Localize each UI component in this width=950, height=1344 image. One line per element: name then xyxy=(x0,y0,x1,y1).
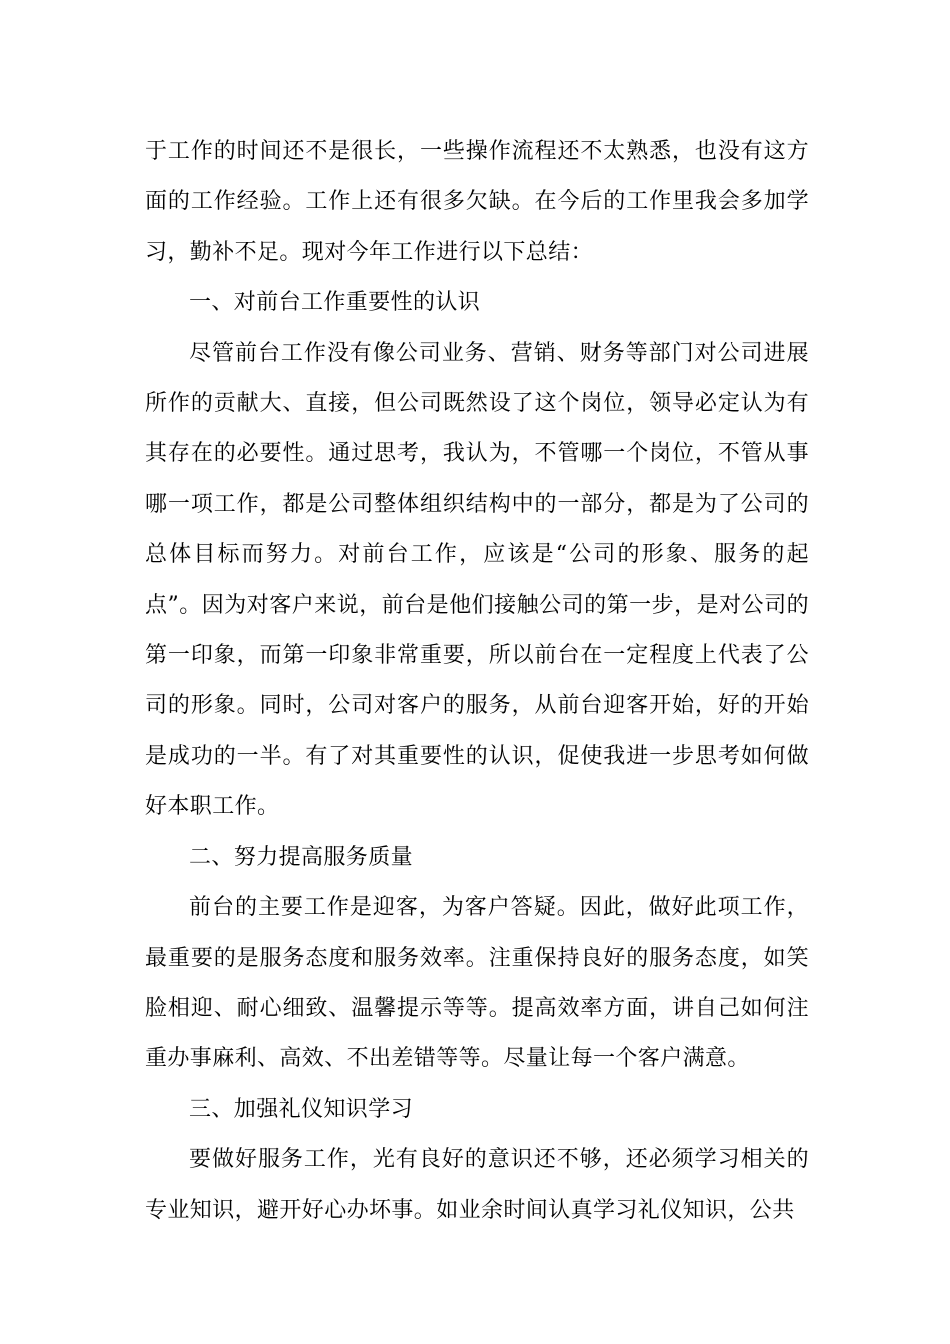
paragraph-section-3: 要做好服务工作，光有良好的意识还不够，还必须学习相关的专业知识，避开好心办坏事。如业余时间认真学习礼仪知识，公共 xyxy=(145,1147,809,1223)
paragraph-section-1: 尽管前台工作没有像公司业务、营销、财务等部门对公司进展所作的贡献大、直接，但公司既然设了这个岗位，领导必定认为有其存在的必要性。通过思考，我认为，不管哪一个岗位，不管从事哪一项工作，都是公司整体组织结构中的一部分，都是为了公司的总体目标而努力。对前台工作，应该是“公司的形象、服务的起点”。因为对客户来说，前台是他们接触公司的第一步，是对公司的第一印象，而第一印象非常重要，所以前台在一定程度上代表了公司的形象。同时，公司对客户的服务，从前台迎客开始，好的开始是成功的一半。有了对其重要性的认识，促使我进一步思考如何做好本职工作。 xyxy=(145,340,809,820)
paragraph-section-2: 前台的主要工作是迎客，为客户答疑。因此，做好此项工作，最重要的是服务态度和服务效率。注重保持良好的服务态度，如笑脸相迎、耐心细致、温馨提示等等。提高效率方面，讲自己如何注重办事麻利、高效、不出差错等等。尽量让每一个客户满意。 xyxy=(145,895,809,1072)
section-heading-1: 一、对前台工作重要性的认识 xyxy=(189,290,481,316)
section-heading-2: 二、努力提高服务质量 xyxy=(189,844,414,870)
document-body xyxy=(145,127,809,1236)
paragraph-intro: 于工作的时间还不是很长，一些操作流程还不太熟悉，也没有这方面的工作经验。工作上还有很多欠缺。在今后的工作里我会多加学习，勤补不足。现对今年工作进行以下总结： xyxy=(145,139,809,265)
section-heading-3: 三、加强礼仪知识学习 xyxy=(189,1096,414,1122)
